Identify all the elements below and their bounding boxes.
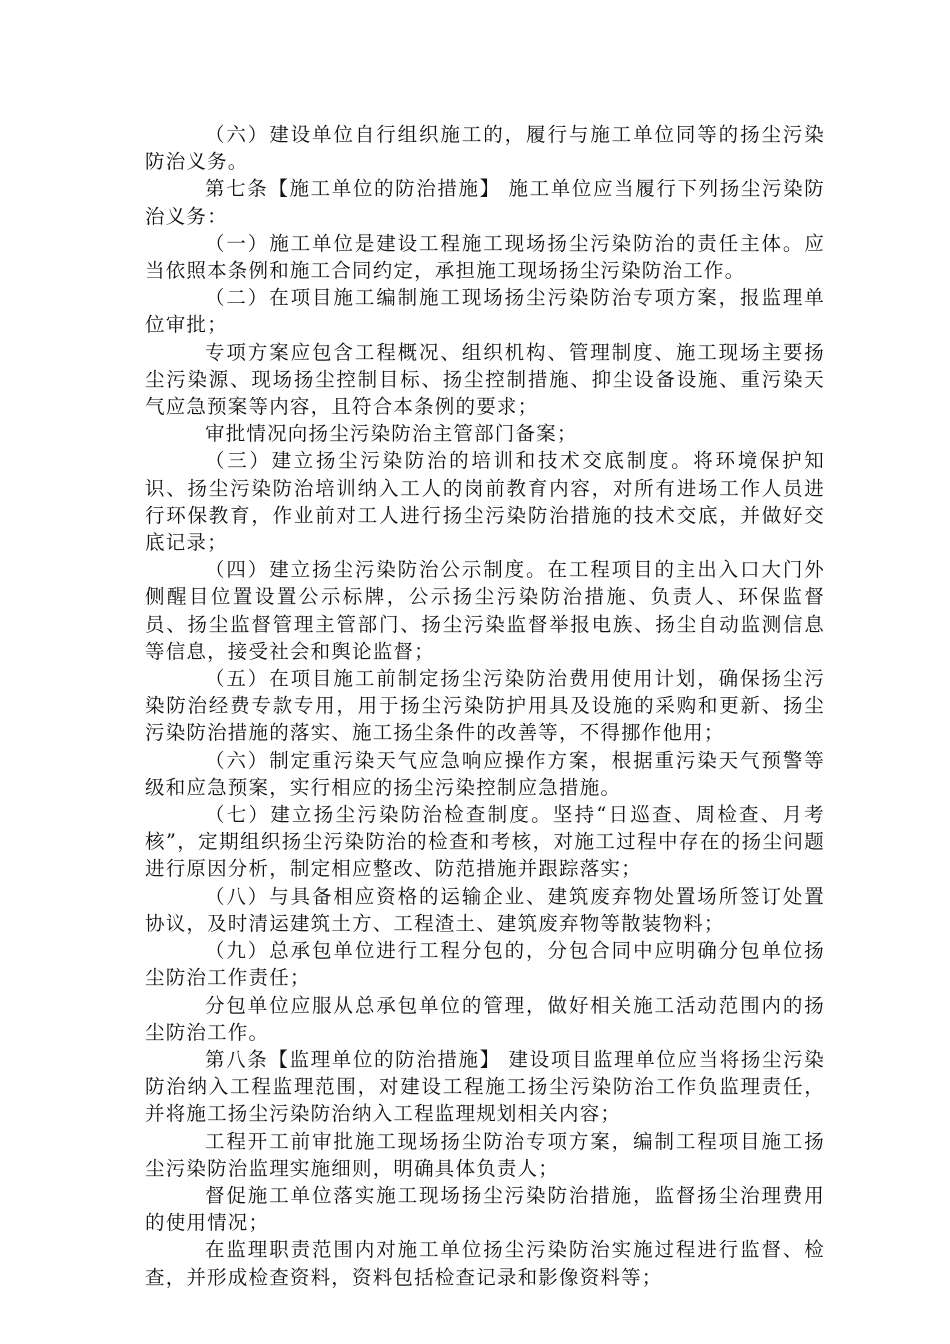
document-body xyxy=(145,121,825,1291)
paragraph: （六）制定重污染天气应急响应操作方案，根据重污染天气预警等级和应急预案，实行相应的扬尘污染控制应急措施。 xyxy=(145,748,825,799)
paragraph: （六）建设单位自行组织施工的，履行与施工单位同等的扬尘污染防治义务。 xyxy=(145,123,825,174)
paragraph: （三）建立扬尘污染防治的培训和技术交底制度。将环境保护知识、扬尘污染防治培训纳入工人的岗前教育内容，对所有进场工作人员进行环保教育，作业前对工人进行扬尘污染防治措施的技术交底，并做好交底记录； xyxy=(145,449,825,555)
paragraph: （四）建立扬尘污染防治公示制度。在工程项目的主出入口大门外侧醒目位置设置公示标牌，公示扬尘污染防治措施、负责人、环保监督员、扬尘监督管理主管部门、扬尘污染监督举报电族、扬尘自动监测信息等信息，接受社会和舆论监督； xyxy=(145,558,825,663)
paragraph: （七）建立扬尘污染防治检查制度。坚持“日巡查、周检查、月考核”，定期组织扬尘污染防治的检查和考核，对施工过程中存在的扬尘问题进行原因分析，制定相应整改、防范措施并跟踪落实； xyxy=(145,803,825,881)
paragraph: （五）在项目施工前制定扬尘污染防治费用使用计划，确保扬尘污染防治经费专款专用，用于扬尘污染防护用具及设施的采购和更新、扬尘污染防治措施的落实、施工扬尘条件的改善等，不得挪作他用； xyxy=(145,667,825,745)
paragraph: 工程开工前审批施工现场扬尘防治专项方案，编制工程项目施工扬尘污染防治监理实施细则，明确具体负责人； xyxy=(145,1129,825,1180)
paragraph: （八）与具备相应资格的运输企业、建筑废弃物处置场所签订处置协议，及时清运建筑土方、工程渣土、建筑废弃物等散装物料； xyxy=(145,884,825,935)
paragraph: （九）总承包单位进行工程分包的，分包合同中应明确分包单位扬尘防治工作责任； xyxy=(145,939,825,990)
paragraph: 第八条【监理单位的防治措施】 建设项目监理单位应当将扬尘污染防治纳入工程监理范围，对建设工程施工扬尘污染防治工作负监理责任，并将施工扬尘污染防治纳入工程监理规划相关内容； xyxy=(145,1047,825,1126)
paragraph: 分包单位应服从总承包单位的管理，做好相关施工活动范围内的扬尘防治工作。 xyxy=(145,993,825,1044)
paragraph: 第七条【施工单位的防治措施】 施工单位应当履行下列扬尘污染防治义务： xyxy=(145,177,825,228)
paragraph: 在监理职责范围内对施工单位扬尘污染防治实施过程进行监督、检查，并形成检查资料，资料包括检查记录和影像资料等； xyxy=(145,1238,825,1289)
paragraph: （一）施工单位是建设工程施工现场扬尘污染防治的责任主体。应当依照本条例和施工合同约定，承担施工现场扬尘污染防治工作。 xyxy=(145,231,825,283)
paragraph: 专项方案应包含工程概况、组织机构、管理制度、施工现场主要扬尘污染源、现场扬尘控制目标、扬尘控制措施、抑尘设备设施、重污染天气应急预案等内容，且符合本条例的要求； xyxy=(145,340,825,419)
paragraph: 督促施工单位落实施工现场扬尘污染防治措施，监督扬尘治理费用的使用情况； xyxy=(145,1183,825,1235)
paragraph: 审批情况向扬尘污染防治主管部门备案； xyxy=(205,422,578,446)
paragraph: （二）在项目施工编制施工现场扬尘污染防治专项方案，报监理单位审批； xyxy=(145,286,825,337)
